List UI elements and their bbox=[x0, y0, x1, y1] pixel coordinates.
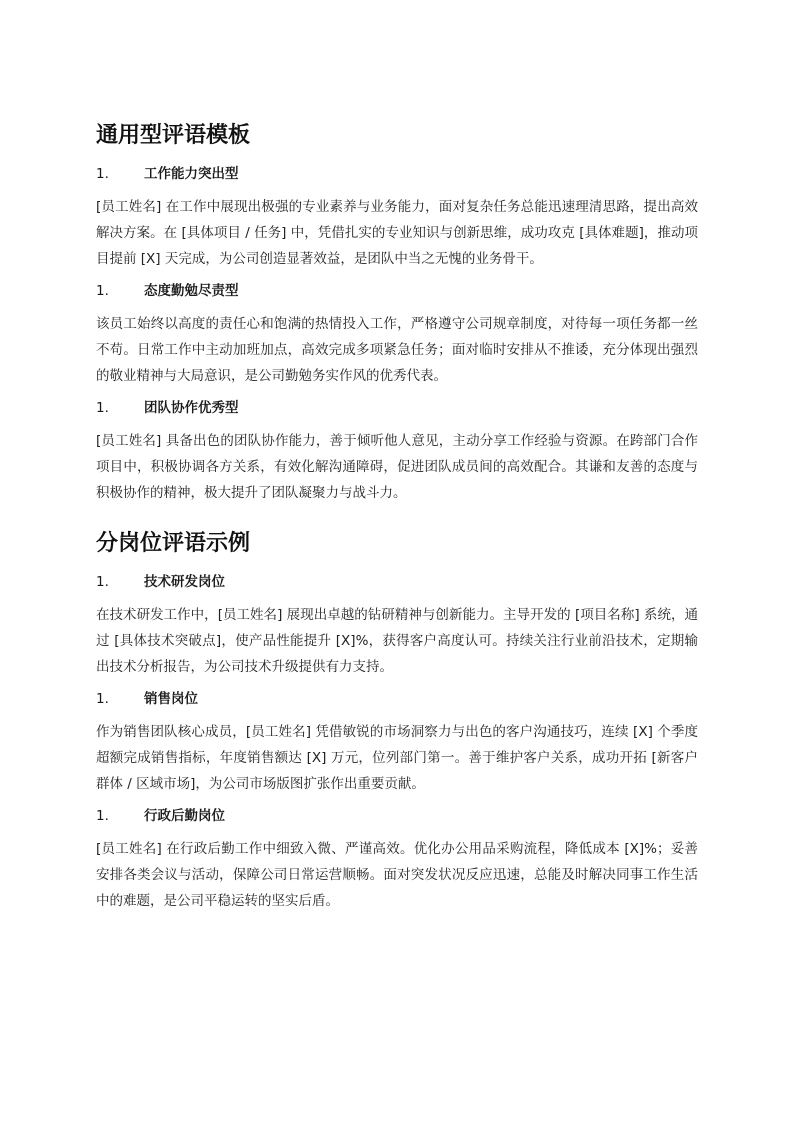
item-number: 1. bbox=[96, 574, 109, 590]
item-number: 1. bbox=[96, 166, 109, 182]
section-title: 通用型评语模板 bbox=[96, 123, 251, 148]
section-title: 分岗位评语示例 bbox=[96, 531, 251, 556]
item-body: [员工姓名] 具备出色的团队协作能力，善于倾听他人意见，主动分享工作经验与资源。在跨部门合作项目中，积极协调各方关系，有效化解沟通障碍，促进团队成员间的高效配合。其谦和友善的态度与积极协作的精神，极大提升了团队凝聚力与战斗力。 bbox=[96, 433, 698, 501]
section-general-templates bbox=[96, 120, 698, 506]
item-heading bbox=[96, 806, 698, 826]
item-number: 1. bbox=[96, 808, 109, 824]
list-item bbox=[96, 398, 698, 506]
item-heading bbox=[96, 398, 698, 418]
item-body: 该员工始终以高度的责任心和饱满的热情投入工作，严格遵守公司规章制度，对待每一项任务都一丝不苟。日常工作中主动加班加点，高效完成多项紧急任务；面对临时安排从不推诿，充分体现出强烈的敬业精神与大局意识，是公司勤勉务实作风的优秀代表。 bbox=[96, 316, 698, 384]
item-heading-label: 态度勤勉尽责型 bbox=[144, 283, 239, 299]
item-heading bbox=[96, 689, 698, 709]
item-number: 1. bbox=[96, 400, 109, 416]
item-body: [员工姓名] 在工作中展现出极强的专业素养与业务能力，面对复杂任务总能迅速理清思路，提出高效解决方案。在 [具体项目 / 任务] 中，凭借扎实的专业知识与创新思维，成功攻克 [具体难题]，推动项目提前 [X] 天完成，为公司创造显著效益，是团队中当之无愧的业务骨干。 bbox=[96, 199, 698, 267]
section-role-examples bbox=[96, 528, 698, 914]
item-heading-label: 团队协作优秀型 bbox=[144, 400, 239, 416]
item-body: [员工姓名] 在行政后勤工作中细致入微、严谨高效。优化办公用品采购流程，降低成本 [X]%；妥善安排各类会议与活动，保障公司日常运营顺畅。面对突发状况反应迅速，总能及时解决同事工作生活中的难题，是公司平稳运转的坚实后盾。 bbox=[96, 841, 698, 909]
list-item bbox=[96, 806, 698, 914]
item-heading bbox=[96, 281, 698, 301]
item-heading-label: 销售岗位 bbox=[144, 691, 198, 707]
item-heading bbox=[96, 572, 698, 592]
item-body: 作为销售团队核心成员，[员工姓名] 凭借敏锐的市场洞察力与出色的客户沟通技巧，连续 [X] 个季度超额完成销售指标，年度销售额达 [X] 万元，位列部门第一。善于维护客户关系，成功开拓 [新客户群体 / 区域市场]，为公司市场版图扩张作出重要贡献。 bbox=[96, 724, 698, 792]
item-number: 1. bbox=[96, 691, 109, 707]
item-heading-label: 技术研发岗位 bbox=[144, 574, 225, 590]
list-item bbox=[96, 281, 698, 389]
item-number: 1. bbox=[96, 283, 109, 299]
item-heading bbox=[96, 164, 698, 184]
item-heading-label: 工作能力突出型 bbox=[144, 166, 239, 182]
list-item bbox=[96, 572, 698, 680]
list-item bbox=[96, 164, 698, 272]
item-body: 在技术研发工作中，[员工姓名] 展现出卓越的钻研精神与创新能力。主导开发的 [项目名称] 系统，通过 [具体技术突破点]，使产品性能提升 [X]%，获得客户高度认可。持续关注行业前沿技术，定期输出技术分析报告，为公司技术升级提供有力支持。 bbox=[96, 607, 698, 675]
item-heading-label: 行政后勤岗位 bbox=[144, 808, 225, 824]
list-item bbox=[96, 689, 698, 797]
